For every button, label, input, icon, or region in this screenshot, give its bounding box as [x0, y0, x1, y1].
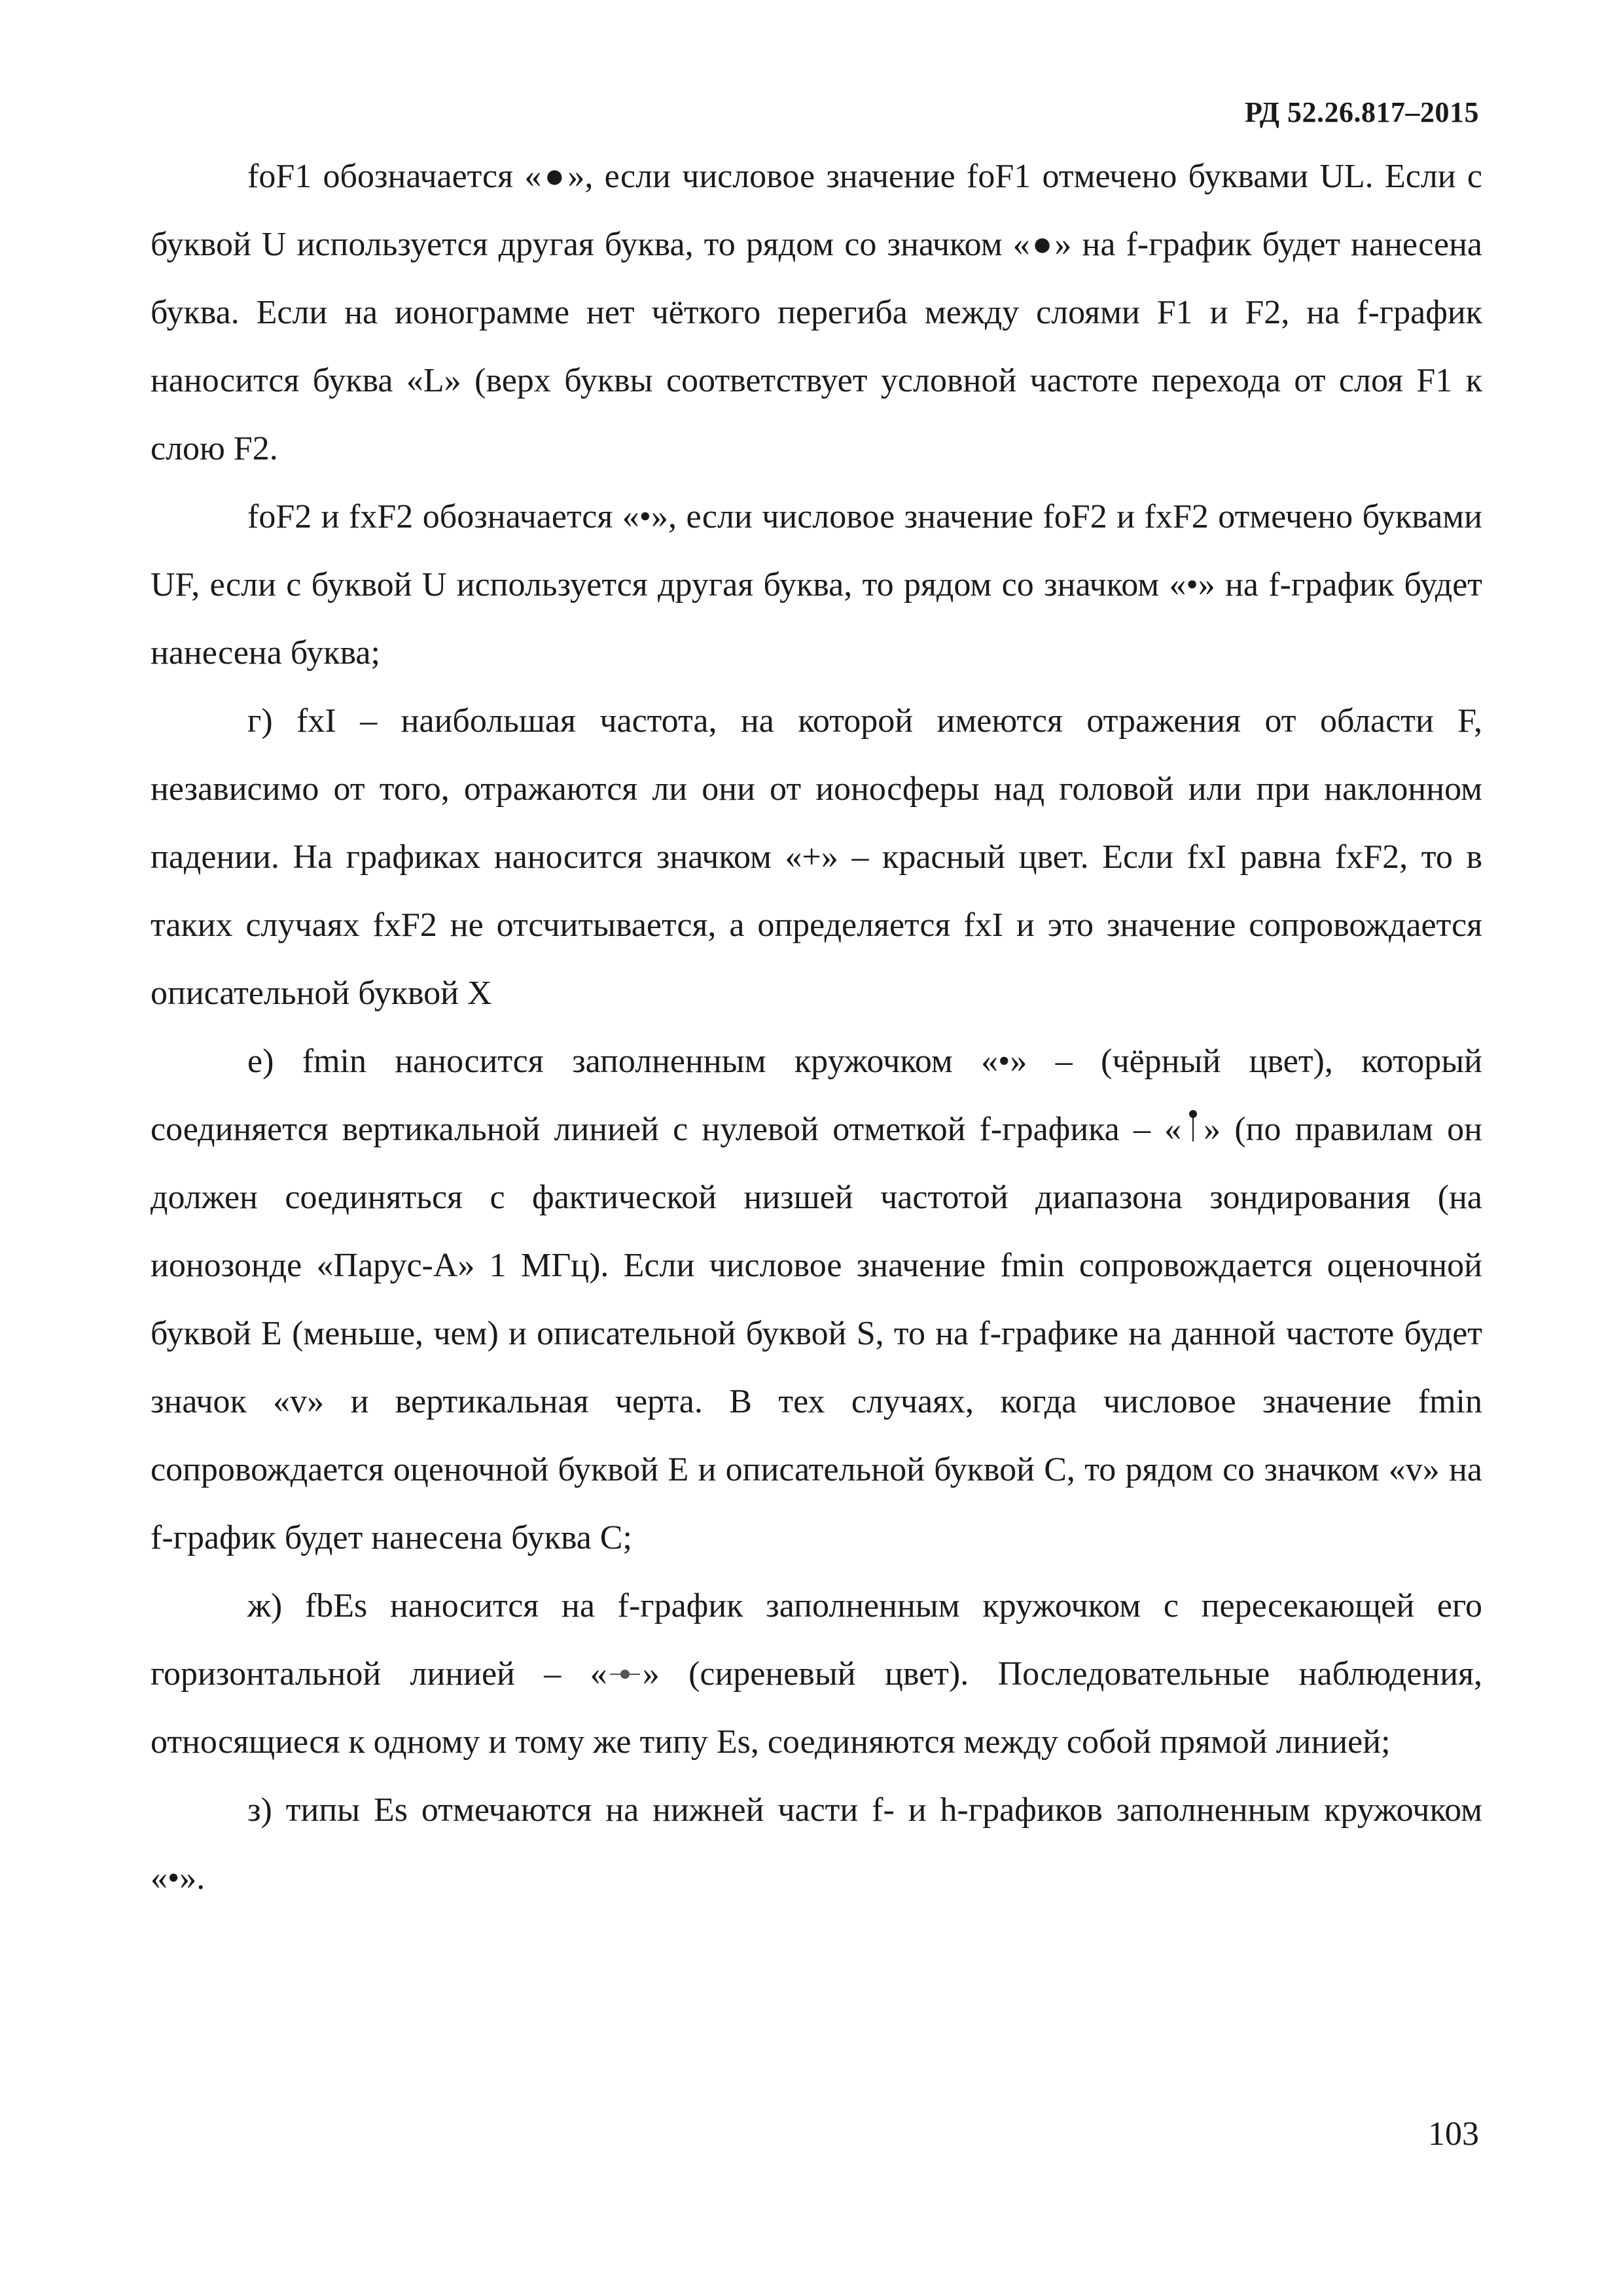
document-body — [151, 143, 1482, 1912]
fmin-marker-icon — [1185, 1113, 1200, 1144]
fbes-text-start: ж) fbEs наносится на f-график заполненным кружочком с пересекающей его горизонтальной линией – « — [151, 1587, 1482, 1693]
page-number: 103 — [1428, 2115, 1479, 2153]
paragraph-fmin — [151, 1028, 1482, 1572]
fmin-text-end: » (по правилам он должен соединяться с фактической низшей частотой диапазона зондирования (на ионозонде «Парус-А» 1 МГц). Если числовое значение fmin сопровождается оценочной буквой E (меньше, чем) и описательной буквой S, то на f-графике на данной частоте будет значок «v» и вертикальная черта. В тех случаях, когда числовое значение fmin сопровождается оценочной буквой E и описательной буквой C, то рядом со значком «v» на f-график будет нанесена буква C; — [151, 1111, 1482, 1556]
document-code-header: РД 52.26.817–2015 — [1245, 96, 1479, 128]
paragraph-fxi: г) fxI – наибольшая частота, на которой имеются отражения от области F, независимо от того, отражаются ли они от ионосферы над головой или при наклонном падении. На графиках наносится значком «+» – красный цвет. Если fxI равна fxF2, то в таких случаях fxF2 не отсчитывается, а определяется fxI и это значение сопровождается описательной буквой X — [151, 702, 1482, 1012]
fbes-text-end: » (сиреневый цвет). Последовательные наблюдения, относящиеся к одному и тому же типу Es, соединяются между собой прямой линией; — [151, 1655, 1482, 1761]
fmin-text-start: е) fmin наносится заполненным кружочком «•» – (чёрный цвет), который соединяется вертикальной линией с нулевой отметкой f-графика – « — [151, 1043, 1482, 1148]
paragraph-es-types: з) типы Es отмечаются на нижней части f- и h-графиков заполненным кружочком «•». — [151, 1791, 1482, 1897]
paragraph-fof1: foF1 обозначается «●», если числовое значение foF1 отмечено буквами UL. Если с буквой U используется другая буква, то рядом со значком «●» на f-график будет нанесена буква. Если на ионограмме нет чёткого перегиба между слоями F1 и F2, на f-график наносится буква «L» (верх буквы соответствует условной частоте перехода от слоя F1 к слою F2. — [151, 158, 1482, 467]
paragraph-fbes — [151, 1572, 1482, 1776]
fbes-marker-icon — [610, 1668, 640, 1681]
paragraph-fof2: foF2 и fxF2 обозначается «•», если числовое значение foF2 и fxF2 отмечено буквами UF, если с буквой U используется другая буква, то рядом со значком «•» на f-график будет нанесена буква; — [151, 498, 1482, 672]
